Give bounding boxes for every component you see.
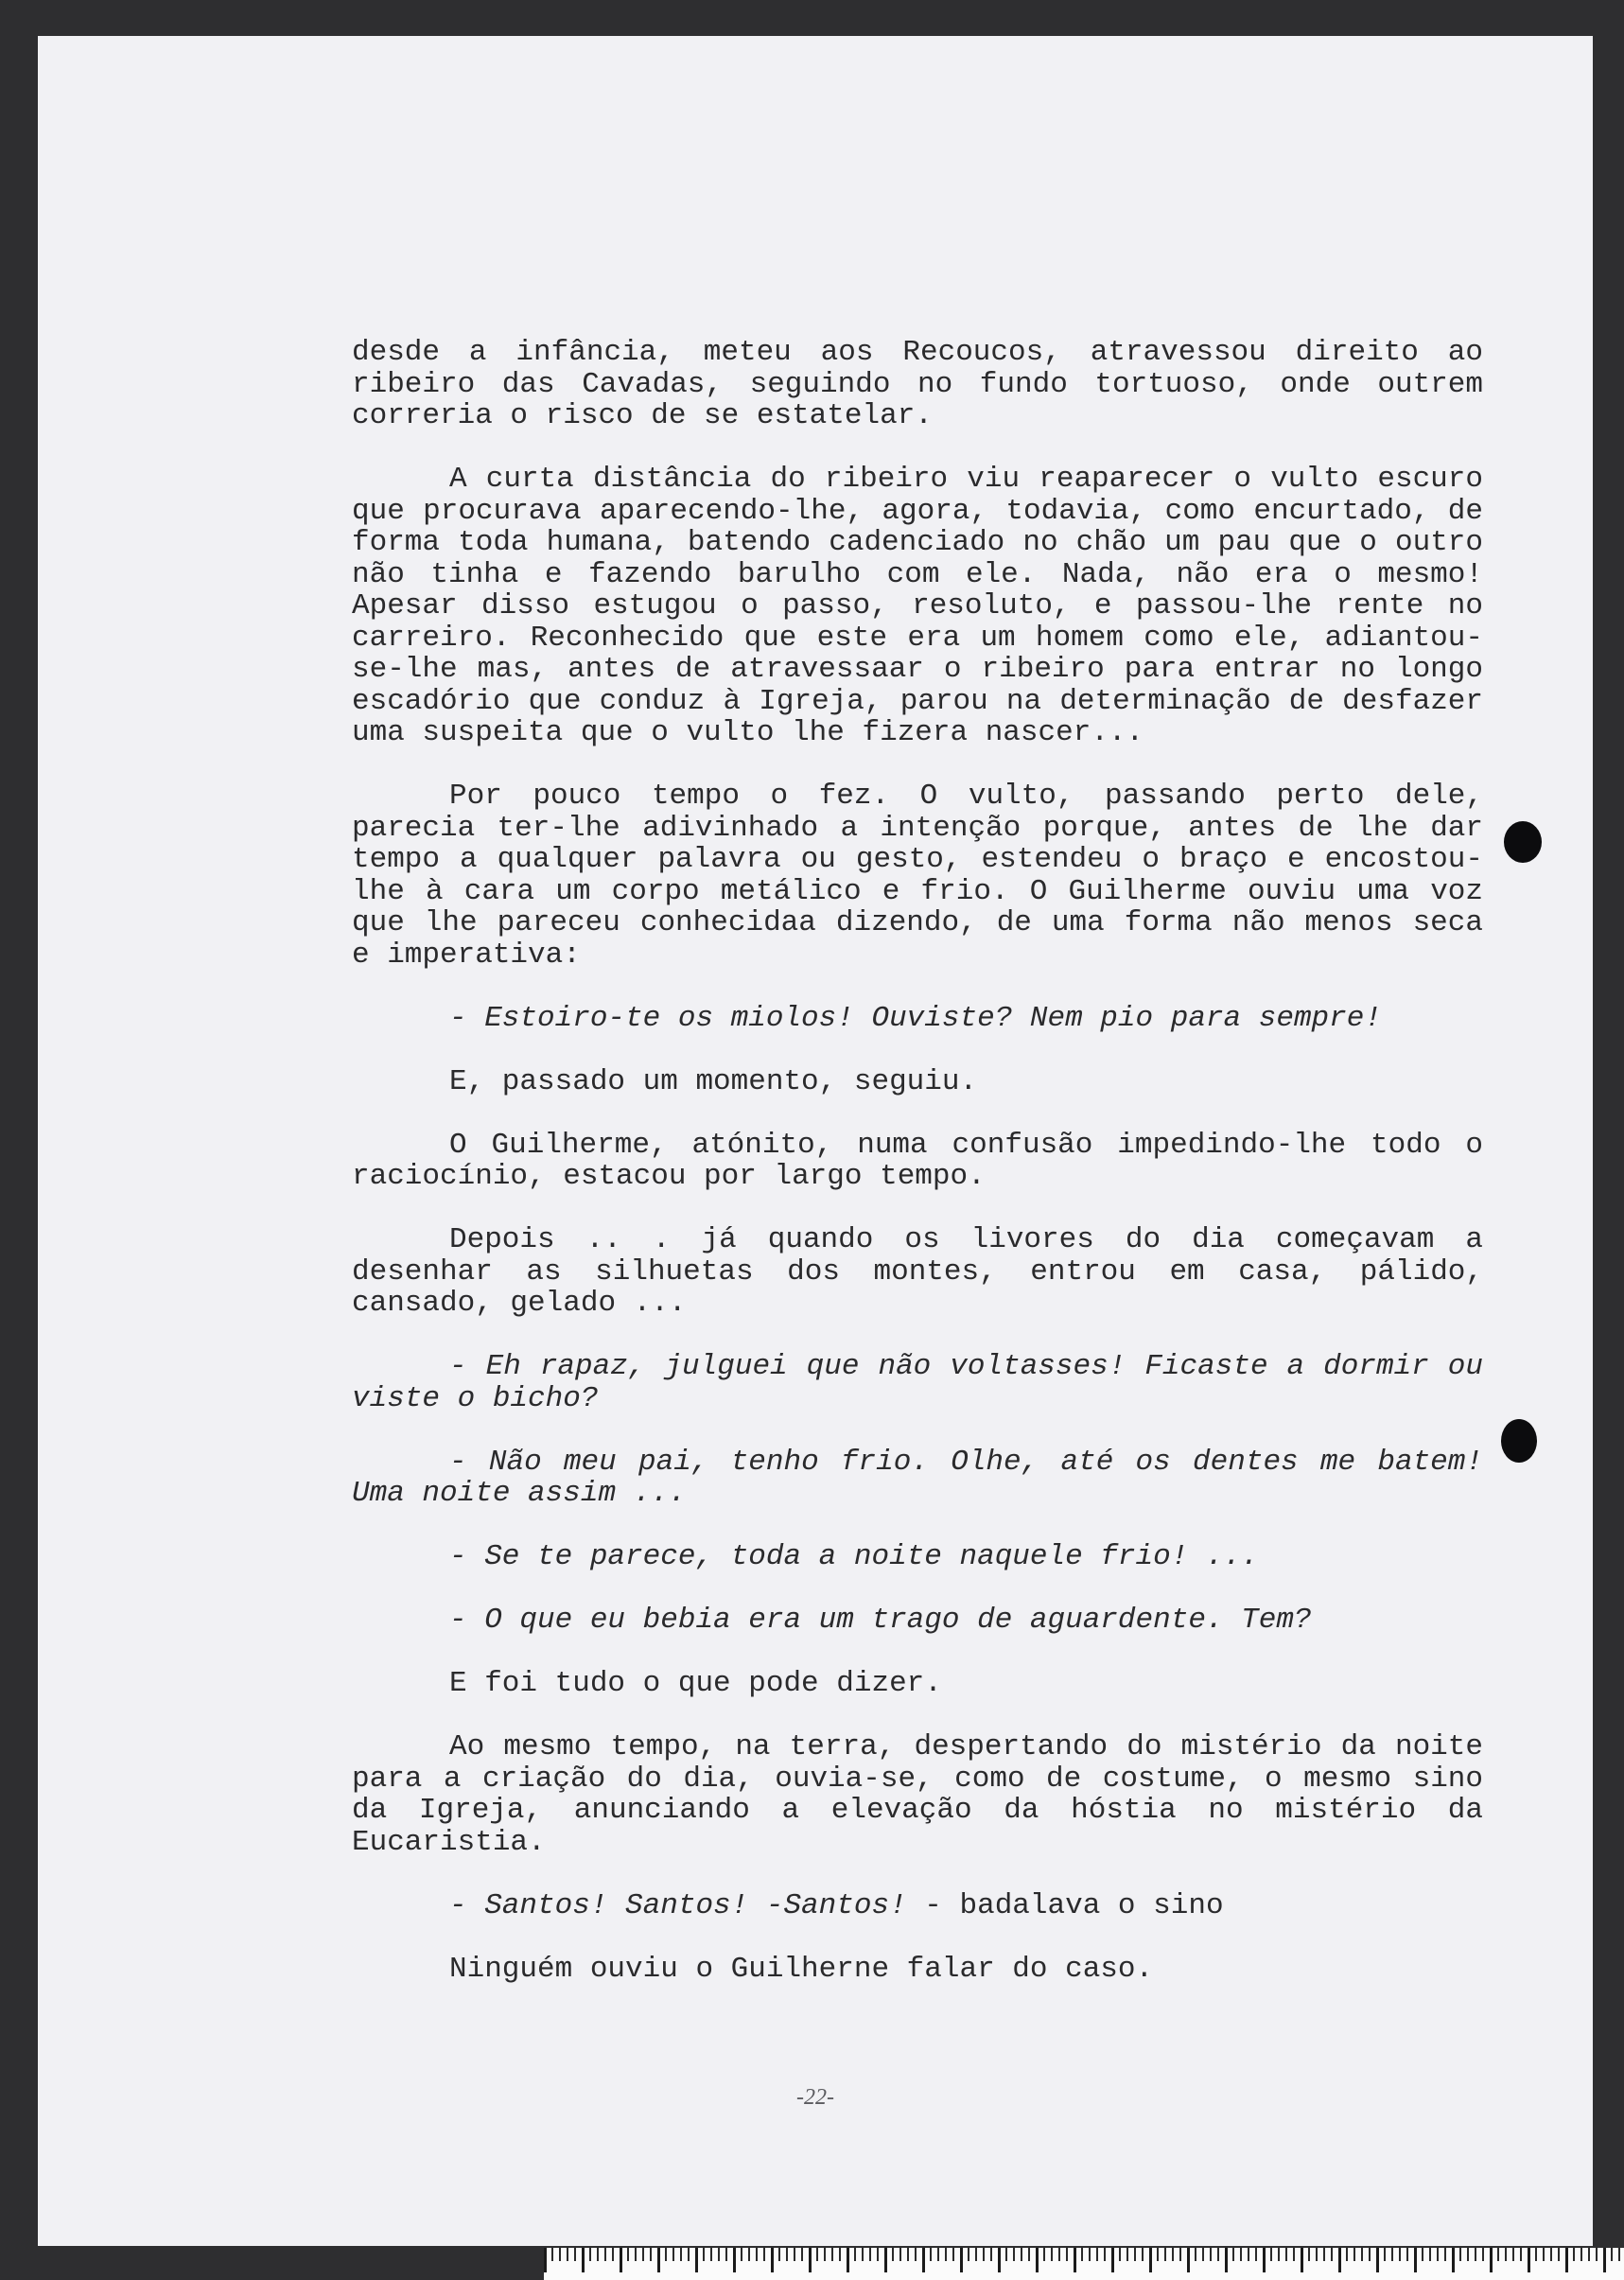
paragraph-7: E foi tudo o que pode dizer. [449, 1667, 942, 1700]
scale-ruler [544, 2248, 1624, 2280]
paragraph-8: Ao mesmo tempo, na terra, despertando do mistério da noite para a criação do dia, ouvia-se, como de costume, o mesmo sino da Igreja, anunciando a elevação da hóstia no mistério da Eucaristia. [352, 1730, 1483, 1859]
punch-hole-bottom [1501, 1419, 1537, 1463]
paragraph-1: desde a infância, meteu aos Recoucos, atravessou direito ao ribeiro das Cavadas, seguindo no fundo tortuoso, onde outrem correria o risco de se estatelar. [352, 336, 1483, 432]
punch-hole-top [1504, 821, 1542, 863]
bell-narration: - badalava o sino [906, 1888, 1224, 1922]
dialogue-1: - Estoiro-te os miolos! Ouviste? Nem pio para sempre! [449, 1001, 1382, 1035]
page-body [352, 337, 1483, 2017]
bell-chant: - Santos! Santos! -Santos! [449, 1888, 907, 1922]
dialogue-3: - Não meu pai, tenho frio. Olhe, até os dentes me batem! Uma noite assim ... [352, 1445, 1483, 1510]
bell-line [352, 1890, 1483, 1922]
paragraph-2: A curta distância do ribeiro viu reaparecer o vulto escuro que procurava aparecendo-lhe, agora, todavia, como encurtado, de forma toda humana, batendo cadenciado no chão um pau que o outro não tinha e fazendo barulho com ele. Nada, não era o mesmo! Apesar disso estugou o passo, resoluto, e passou-lhe rente no carreiro. Reconhecido que este era um homem como ele, adiantou-se-lhe mas, antes de atravessaar o ribeiro para entrar no longo escadório que conduz à Igreja, parou na determinação de desfazer uma suspeita que o vulto lhe fizera nascer... [352, 463, 1483, 749]
paragraph-4: E, passado um momento, seguiu. [449, 1064, 978, 1098]
dialogue-5: - O que eu bebia era um trago de aguardente. Tem? [449, 1604, 1312, 1637]
page-number: -22- [796, 2085, 834, 2110]
paragraph-5: O Guilherme, atónito, numa confusão impedindo-lhe todo o raciocínio, estacou por largo tempo. [352, 1128, 1483, 1193]
dialogue-2: - Eh rapaz, julguei que não voltasses! Ficaste a dormir ou viste o bicho? [352, 1350, 1483, 1415]
paragraph-6: Depois .. . já quando os livores do dia começavam a desenhar as silhuetas dos montes, entrou em casa, pálido, cansado, gelado ... [352, 1223, 1483, 1320]
paragraph-9: Ninguém ouviu o Guilherne falar do caso. [449, 1952, 1154, 1986]
paper-sheet [38, 36, 1593, 2246]
dialogue-4: - Se te parece, toda a noite naquele frio! ... [449, 1540, 1259, 1573]
paragraph-3: Por pouco tempo o fez. O vulto, passando perto dele, parecia ter-lhe adivinhado a intenção porque, antes de lhe dar tempo a qualquer palavra ou gesto, estendeu o braço e encostou-lhe à cara um corpo metálico e frio. O Guilherme ouviu uma voz que lhe pareceu conhecidaa dizendo, de uma forma não menos seca e imperativa: [352, 780, 1483, 972]
